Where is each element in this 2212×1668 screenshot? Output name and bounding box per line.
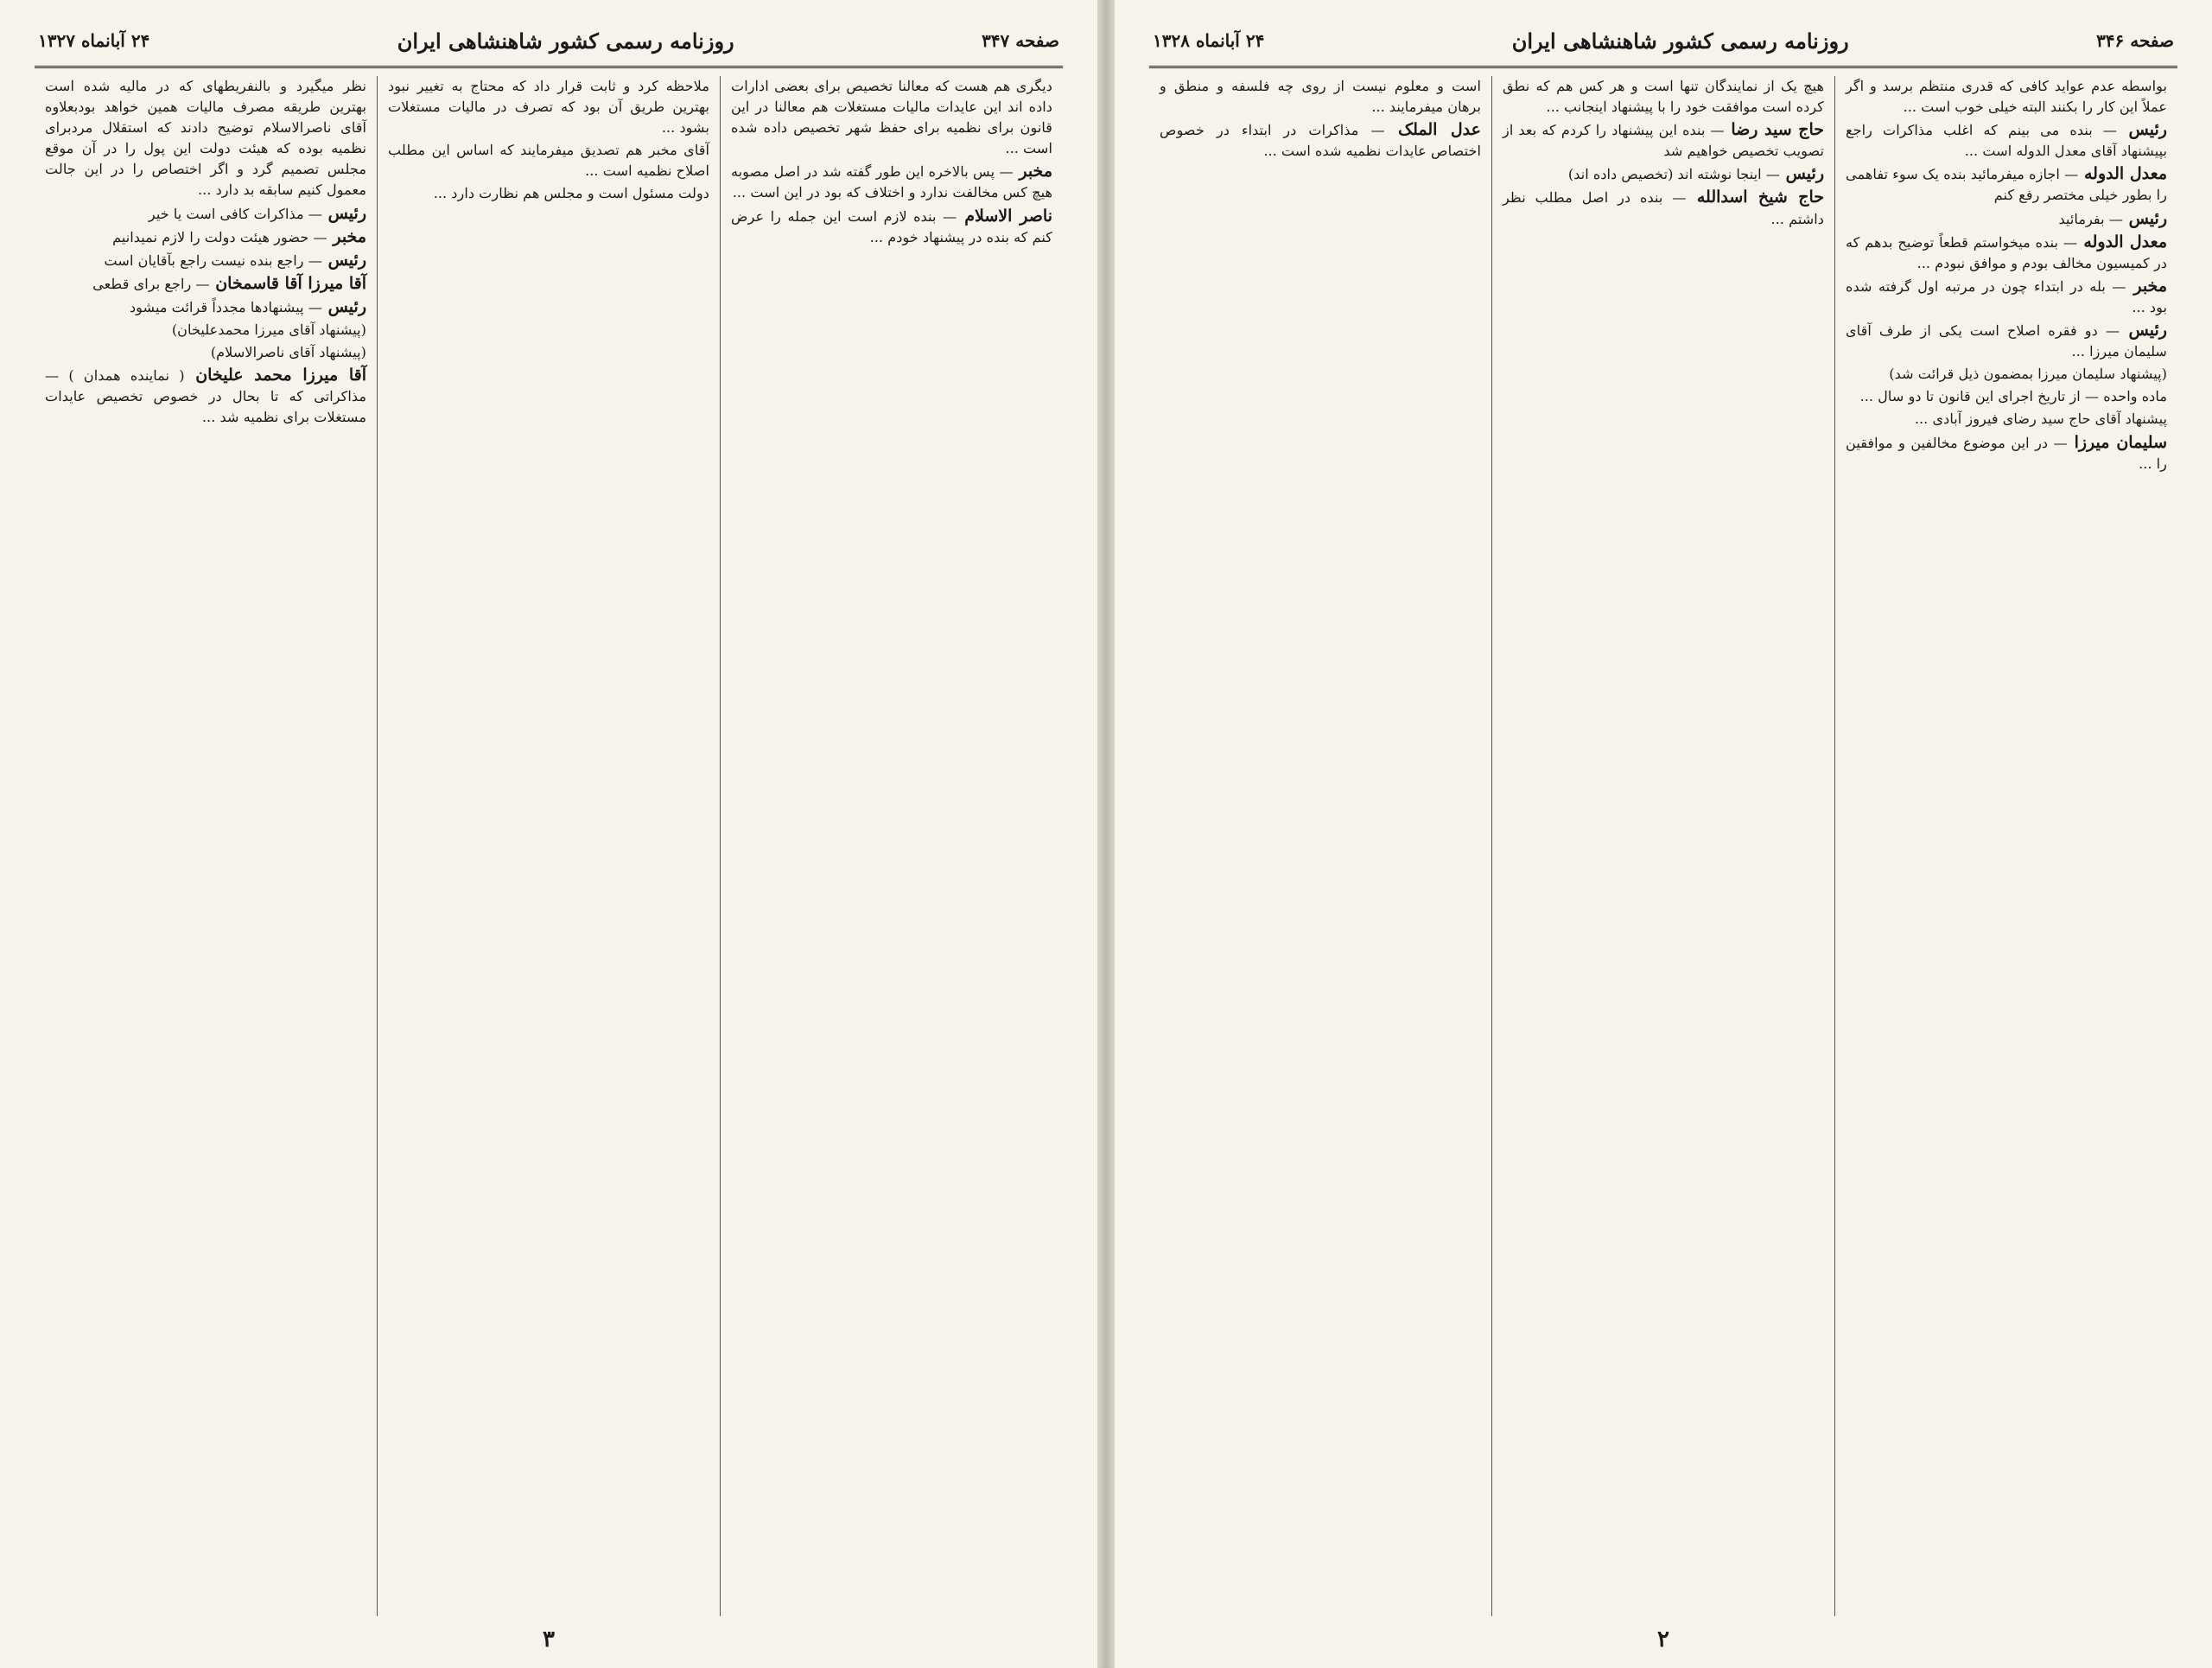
speaker-name: مخبر: [2126, 276, 2167, 296]
text-column: [1834, 76, 2177, 1616]
speaker-name: رئیس: [321, 203, 366, 223]
speaker-paragraph: [1846, 208, 2167, 230]
text-column: [720, 76, 1063, 1616]
speaker-paragraph: [1846, 432, 2167, 474]
header-rule: [35, 66, 1063, 68]
issue-date: ۲۴ آبانماه ۱۳۲۷: [38, 30, 150, 51]
speech-text: — بفرمائید: [2058, 210, 2123, 227]
speech-text: — راجع برای قطعی: [92, 275, 210, 292]
right-page-columns: [1149, 76, 2177, 1616]
body-paragraph: آقای مخبر هم تصدیق میفرمایند که اساس این مطلب اصلاح نظميه است ...: [388, 142, 709, 180]
body-paragraph: ملاحظه کرد و ثابت قرار داد که محتاج به تغییر نبود بهترین طریق آن بود که تصرف در ماليات مستغلات بشود ...: [388, 78, 709, 137]
speech-text: — بنده این پیشنهاد را کردم که بعد از تصویب تخصیص خواهیم شد: [1503, 122, 1824, 160]
speech-text: ( نماینده همدان ) — مذاکراتی که تا بحال در خصوص تخصیص عایدات مستغلات برای نظميه شد ...: [45, 367, 366, 426]
speech-text: — پس بالاخره این طور گفته شد در اصل مصوبه هیچ کس مخالفت ندارد و اختلاف که بود در این است ...: [731, 163, 1052, 201]
speaker-paragraph: [45, 296, 366, 318]
page-number-label: صفحه ۳۴۷: [982, 30, 1059, 51]
speech-text: — مذاکرات در ابتداء در خصوص اختصاص عایدات نظميه شده است ...: [1160, 122, 1481, 160]
text-column: [1149, 76, 1491, 1616]
body-paragraph: بواسطه عدم عواید کافی که قدری منتظم برسد و اگر عملاً این کار را بکنند البته خیلی خوب است ...: [1846, 78, 2167, 116]
speaker-name: سلیمان میرزا: [2067, 432, 2167, 452]
body-paragraph: (پیشنهاد آقای میرزا محمدعلیخان): [171, 322, 366, 339]
text-column: [377, 76, 720, 1616]
speaker-paragraph: [45, 365, 366, 428]
speaker-name: مخبر: [1013, 162, 1052, 181]
speaker-paragraph: [1503, 119, 1824, 162]
text-column: [1491, 76, 1834, 1616]
speaker-name: ناصر الاسلام: [957, 206, 1053, 226]
body-paragraph: (پیشنهاد آقای ناصرالاسلام): [210, 344, 366, 361]
text-column: [35, 76, 377, 1616]
right-page-header: [1153, 19, 2174, 62]
speaker-name: رئیس: [2117, 120, 2167, 140]
speaker-name: حاج شیخ اسدالله: [1686, 188, 1825, 207]
speaker-paragraph: [1846, 232, 2167, 274]
header-rule: [1149, 66, 2177, 68]
speaker-name: معدل الدوله: [2077, 232, 2168, 251]
newspaper-title: روزنامه رسمی کشور شاهنشاهی ایران: [397, 28, 734, 54]
speaker-name: رئیس: [1779, 164, 1824, 184]
speaker-name: عدل الملک: [1384, 120, 1481, 140]
speech-text: — بله در ابتداء چون در مرتبه اول گرفته شده بود ...: [1846, 277, 2167, 315]
binding-gutter: [1097, 0, 1115, 1668]
newspaper-title: روزنامه رسمی کشور شاهنشاهی ایران: [1511, 28, 1849, 54]
speaker-paragraph: [45, 273, 366, 295]
left-page-columns: [35, 76, 1063, 1616]
speech-text: — حضور هیئت دولت را لازم نمیدانیم: [112, 228, 327, 245]
speech-text: — اینجا نوشته اند (تخصیص داده اند): [1567, 166, 1780, 183]
left-page-header: [38, 19, 1059, 62]
speaker-name: آقا میرزا آقا قاسمخان: [209, 273, 366, 293]
speech-text: — بنده لازم است این جمله را عرض کنم که بنده در پیشنهاد خودم ...: [731, 207, 1052, 245]
right-page: [1115, 0, 2212, 1668]
speaker-name: رئیس: [2120, 321, 2167, 341]
speaker-name: حاج سید رضا: [1724, 120, 1824, 140]
body-paragraph: دولت مسئول است و مجلس هم نظارت دارد ...: [433, 185, 709, 202]
speaker-name: رئیس: [2122, 208, 2167, 228]
speaker-name: معدل الدوله: [2078, 164, 2167, 184]
speech-text: — راجع بنده نیست راجع بآقایان است: [104, 251, 322, 269]
page-number-label: صفحه ۳۴۶: [2096, 30, 2174, 51]
speaker-paragraph: [1846, 276, 2167, 318]
speaker-paragraph: [45, 203, 366, 225]
speaker-paragraph: [731, 161, 1052, 203]
body-paragraph: نظر میگیرد و بالنفریطهای که در ماليه شده است بهترين طريقه مصرف ماليات همين خواهد بودبعلاوه آقای ناصرالاسلام توضیح دادند که استقلال مردبرای نظميه بوده که هیئت دولت این پول را در آن موقع مجلس تصمیم گرد و اگر اختصاص را در این جالت معمول کنیم سابقه بد دارد ...: [45, 78, 366, 199]
speaker-name: رئیس: [321, 250, 366, 270]
speaker-paragraph: [1160, 119, 1481, 162]
speaker-name: مخبر: [327, 226, 366, 246]
body-paragraph: (پیشنهاد سلیمان میرزا بمضمون ذیل قرائت شد): [1889, 366, 2167, 383]
speaker-paragraph: [1503, 163, 1824, 185]
speech-text: — در این موضوع مخالفین و موافقین را ...: [1846, 434, 2167, 472]
speech-text: — بنده می بینم که اغلب مذاکرات راجع بپیشنهاد آقای معدل الدوله است ...: [1846, 122, 2167, 160]
body-paragraph: ماده واحده — از تاریخ اجرای این قانون تا دو سال ...: [1859, 388, 2167, 405]
speaker-paragraph: [1503, 187, 1824, 229]
speaker-name: آقا میرزا محمد علیخان: [184, 366, 366, 385]
speaker-paragraph: [45, 250, 366, 271]
speaker-paragraph: [1846, 163, 2167, 206]
page-folio: ۳: [543, 1627, 555, 1652]
speech-text: — اجازه میفرمائید بنده یک سوء تفاهمی را بطور خیلی مختصر رفع کنم: [1846, 166, 2167, 204]
left-page: [0, 0, 1097, 1668]
speech-text: — بنده میخواستم قطعاً توضیح بدهم که در کمیسیون مخالف بودم و موافق نبودم ...: [1846, 233, 2167, 271]
speaker-paragraph: [731, 206, 1052, 248]
speech-text: — پیشنهادها مجدداً قرائت میشود: [129, 298, 322, 315]
speech-text: — بنده در اصل مطلب نظر داشتم ...: [1503, 189, 1824, 227]
speech-text: — مذاکرات کافی است یا خیر: [148, 205, 322, 222]
body-paragraph: هیچ یک از نمایندگان تنها است و هر کس هم که نطق کرده است موافقت خود را با پیشنهاد اینجانب ...: [1503, 78, 1824, 116]
body-paragraph: دیگری هم هست که معالنا تخصیص برای بعضی ادارات داده اند این عایدات ماليات مستغلات هم معالنا در این قانون برای نظميه برای حفظ شهر تخصیص داده شده است ...: [731, 78, 1052, 157]
speech-text: — دو فقره اصلاح است یکی از طرف آقای سلیمان میرزا ...: [1846, 322, 2167, 360]
speaker-paragraph: [1846, 119, 2167, 162]
page-folio: ۲: [1657, 1627, 1669, 1652]
body-paragraph: پیشنهاد آقای حاج سید رضای فیروز آبادی ...: [1914, 411, 2167, 428]
issue-date: ۲۴ آبانماه ۱۳۲۸: [1153, 30, 1265, 51]
speaker-paragraph: [45, 226, 366, 248]
speaker-paragraph: [1846, 320, 2167, 362]
body-paragraph: است و معلوم نیست از روی چه فلسفه و منطق و برهان میفرمایند ...: [1160, 78, 1481, 116]
speaker-name: رئیس: [321, 296, 366, 316]
